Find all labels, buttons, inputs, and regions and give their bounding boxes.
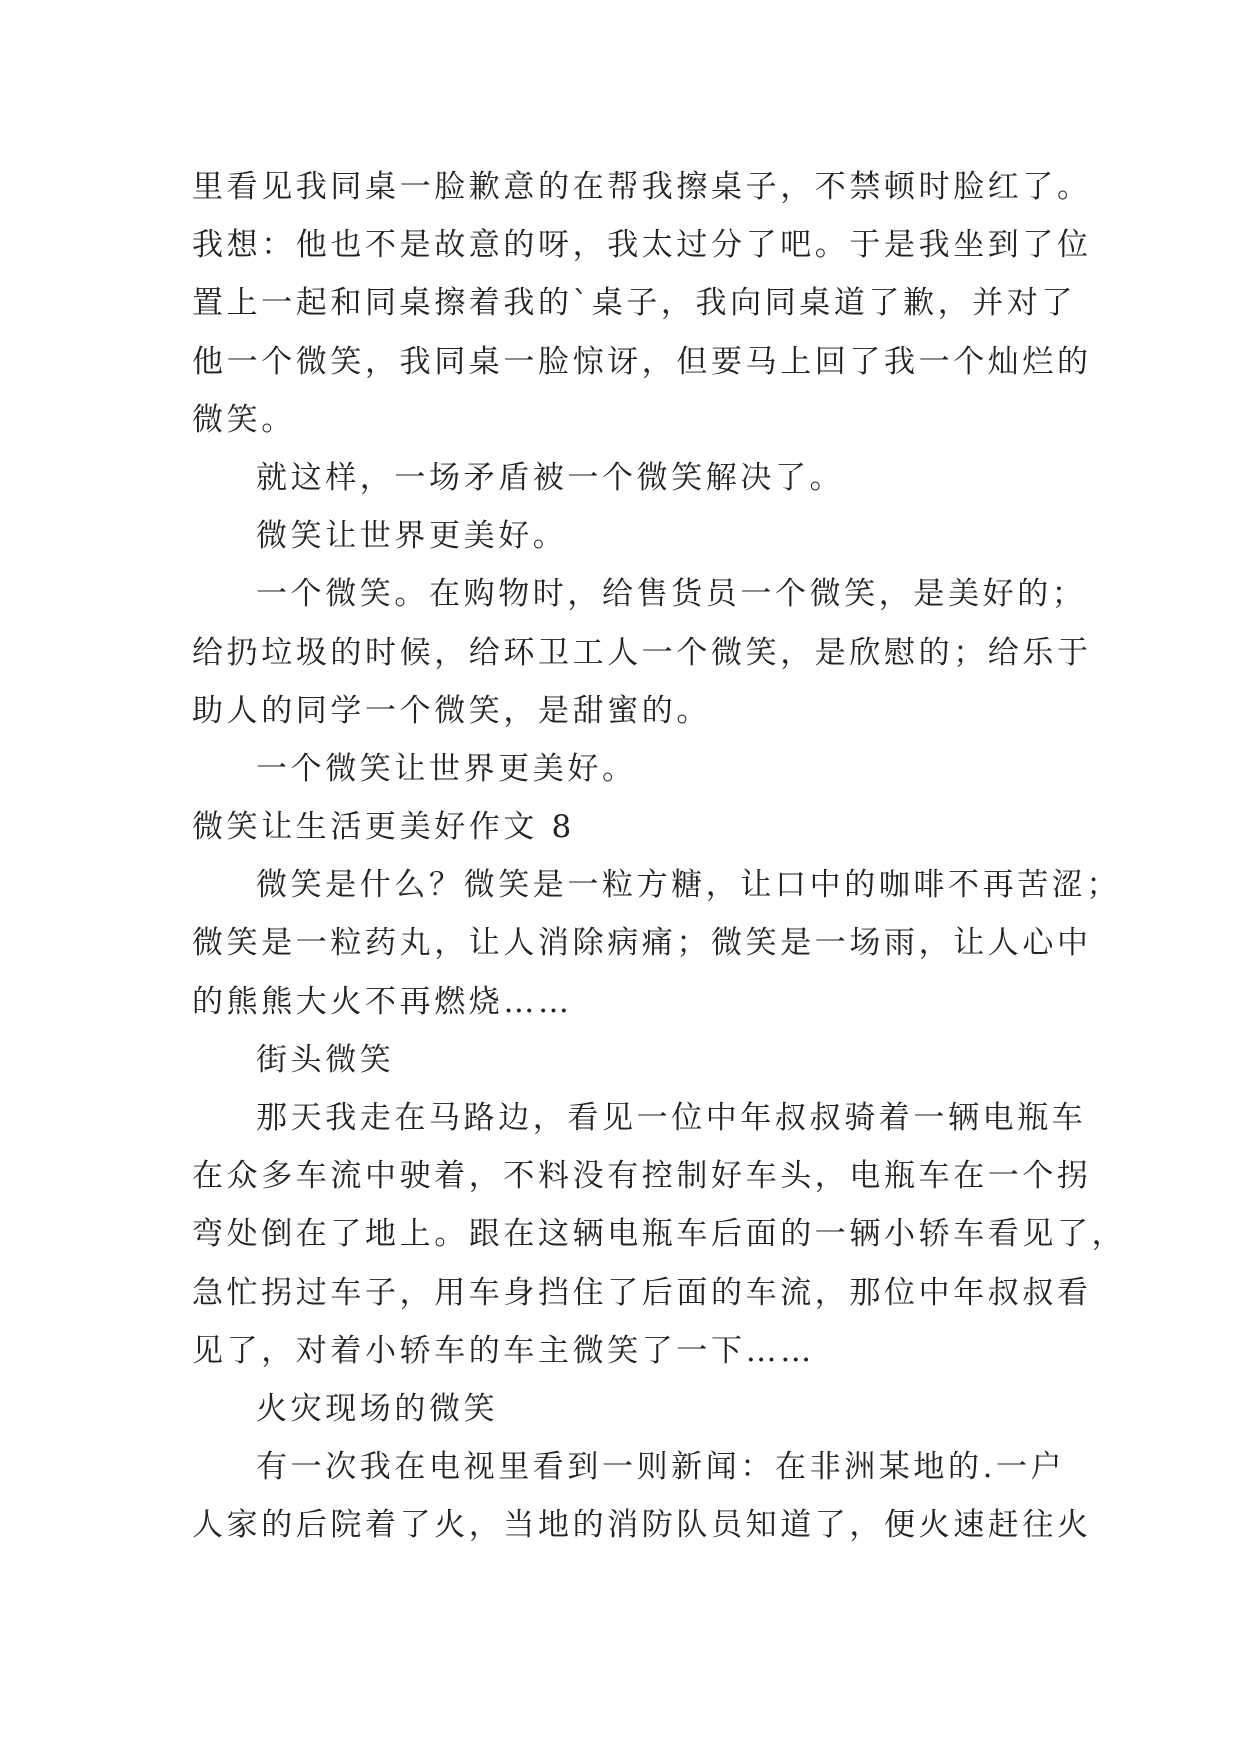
text-line: 他一个微笑，我同桌一脸惊讶，但要马上回了我一个灿烂的 bbox=[192, 343, 1092, 380]
text-line: 在众多车流中驶着，不料没有控制好车头，电瓶车在一个拐 bbox=[192, 1158, 1092, 1195]
paragraph-line: 有一次我在电视里看到一则新闻：在非洲某地的.一户 bbox=[256, 1449, 1066, 1486]
text-line: 我想：他也不是故意的呀，我太过分了吧。于是我坐到了位 bbox=[192, 227, 1092, 264]
text-line: 的熊熊大火不再燃烧…… bbox=[192, 983, 573, 1020]
text-line: 见了，对着小轿车的车主微笑了一下…… bbox=[192, 1332, 815, 1369]
text-line: 弯处倒在了地上。跟在这辆电瓶车后面的一辆小轿车看见了， bbox=[192, 1216, 1127, 1253]
paragraph-line: 一个微笑。在购物时，给售货员一个微笑，是美好的； bbox=[256, 576, 1087, 613]
paragraph-line: 那天我走在马路边，看见一位中年叔叔骑着一辆电瓶车 bbox=[256, 1100, 1087, 1136]
subheading: 火灾现场的微笑 bbox=[256, 1390, 499, 1427]
text-line: 微笑是一粒药丸，让人消除病痛；微笑是一场雨，让人心中 bbox=[192, 925, 1092, 962]
paragraph-line: 一个微笑让世界更美好。 bbox=[256, 750, 637, 787]
subheading: 街头微笑 bbox=[256, 1041, 395, 1078]
paragraph-line: 就这样，一场矛盾被一个微笑解决了。 bbox=[256, 459, 845, 496]
document-body bbox=[192, 158, 1127, 1555]
text-line: 助人的同学一个微笑，是甜蜜的。 bbox=[192, 692, 711, 729]
section-heading: 微笑让生活更美好作文 8 bbox=[192, 809, 575, 846]
text-line: 置上一起和同桌擦着我的`桌子，我向同桌道了歉，并对了 bbox=[192, 285, 1077, 322]
paragraph-line: 微笑是什么？微笑是一粒方糖，让口中的咖啡不再苦涩； bbox=[256, 867, 1121, 904]
text-line: 急忙拐过车子，用车身挡住了后面的车流，那位中年叔叔看 bbox=[192, 1274, 1092, 1311]
text-line: 人家的后院着了火，当地的消防队员知道了，便火速赶往火 bbox=[192, 1507, 1092, 1544]
text-line: 里看见我同桌一脸歉意的在帮我擦桌子，不禁顿时脸红了。 bbox=[192, 169, 1092, 205]
text-line: 微笑。 bbox=[192, 401, 296, 438]
paragraph-line: 微笑让世界更美好。 bbox=[256, 518, 568, 555]
text-line: 给扔垃圾的时候，给环卫工人一个微笑，是欣慰的；给乐于 bbox=[192, 634, 1092, 671]
